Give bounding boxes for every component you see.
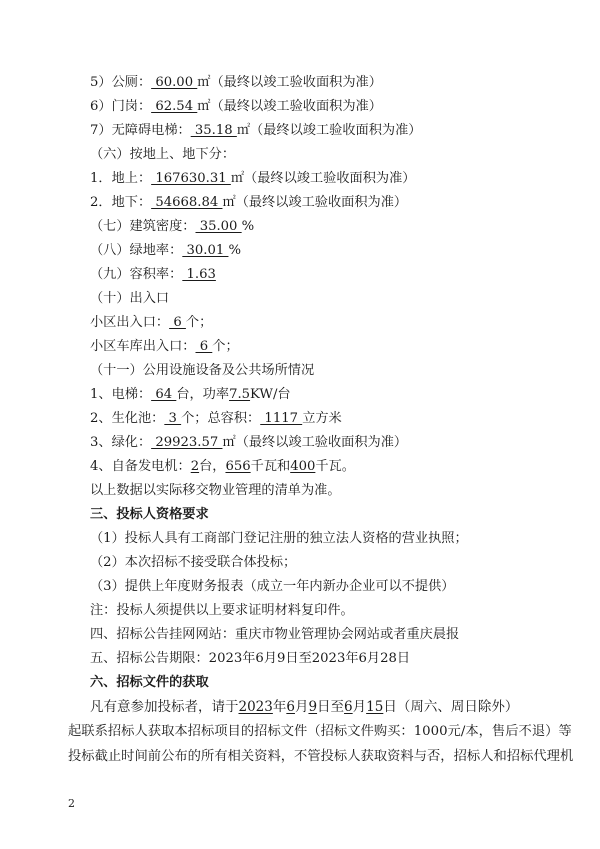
section-6-para-line-3: 投标截止时间前公布的所有相关资料，不管投标人获取资料与否，招标人和招标代理机 — [68, 749, 574, 764]
section-6-title: 六、招标文件的获取 — [90, 675, 209, 690]
item-garage-entrances: 小区车库出入口： 6 个； — [90, 339, 239, 354]
requirement-note: 注：投标人须提供以上要求证明材料复印件。 — [90, 603, 354, 618]
section-above-below: （六）按地上、地下分： — [90, 147, 236, 162]
item-public-toilet: 5）公厕： 60.00 ㎡（最终以竣工验收面积为准） — [90, 75, 382, 90]
data-basis-note: 以上数据以实际移交物业管理的清单为准。 — [90, 483, 341, 498]
section-public-facilities: （十一）公用设施设备及公共场所情况 — [90, 363, 315, 378]
section-entrances: （十）出入口 — [90, 291, 170, 306]
item-community-entrances: 小区出入口： 6 个； — [90, 315, 213, 330]
section-6-para-line-2: 起联系招标人获取本招标项目的招标文件（招标文件购买：1000元/本，售后不退）等 — [68, 724, 572, 739]
item-generator: 4、自备发电机：2台，656千瓦和400千瓦。 — [90, 459, 355, 474]
requirement-2: （2）本次招标不接受联合体投标； — [90, 555, 297, 570]
section-3-title: 三、投标人资格要求 — [90, 507, 209, 522]
item-above-ground: 1．地上： 167630.31 ㎡（最终以竣工验收面积为准） — [90, 171, 416, 186]
item-lifts: 1、电梯： 64 台，功率7.5KW/台 — [90, 387, 291, 402]
requirement-3: （3）提供上年度财务报表（成立一年内新办企业可以不提供） — [90, 579, 455, 594]
item-gate-house: 6）门岗： 62.54 ㎡（最终以竣工验收面积为准） — [90, 99, 382, 114]
section-6-para-line-1: 凡有意参加投标者，请于2023年6月9日至6月15日（周六、周日除外） — [90, 699, 519, 715]
item-septic-tank: 2、生化池： 3 个；总容积： 1117 立方米 — [90, 411, 342, 426]
item-green-rate: （八）绿地率： 30.01 % — [90, 243, 241, 258]
item-floor-area-ratio: （九）容积率： 1.63 — [90, 267, 216, 282]
section-5-period: 五、招标公告期限：2023年6月9日至2023年6月28日 — [90, 651, 411, 666]
section-4-website: 四、招标公告挂网网站：重庆市物业管理协会网站或者重庆晨报 — [90, 627, 460, 642]
requirement-1: （1）投标人具有工商部门登记注册的独立法人资格的营业执照； — [90, 531, 468, 546]
item-greening: 3、绿化： 29923.57 ㎡（最终以竣工验收面积为准） — [90, 435, 408, 450]
page-number: 2 — [68, 797, 75, 810]
item-below-ground: 2．地下： 54668.84 ㎡（最终以竣工验收面积为准） — [90, 195, 408, 210]
item-accessible-elevator: 7）无障碍电梯： 35.18 ㎡（最终以竣工验收面积为准） — [90, 123, 422, 138]
item-building-density: （七）建筑密度： 35.00 % — [90, 219, 255, 234]
